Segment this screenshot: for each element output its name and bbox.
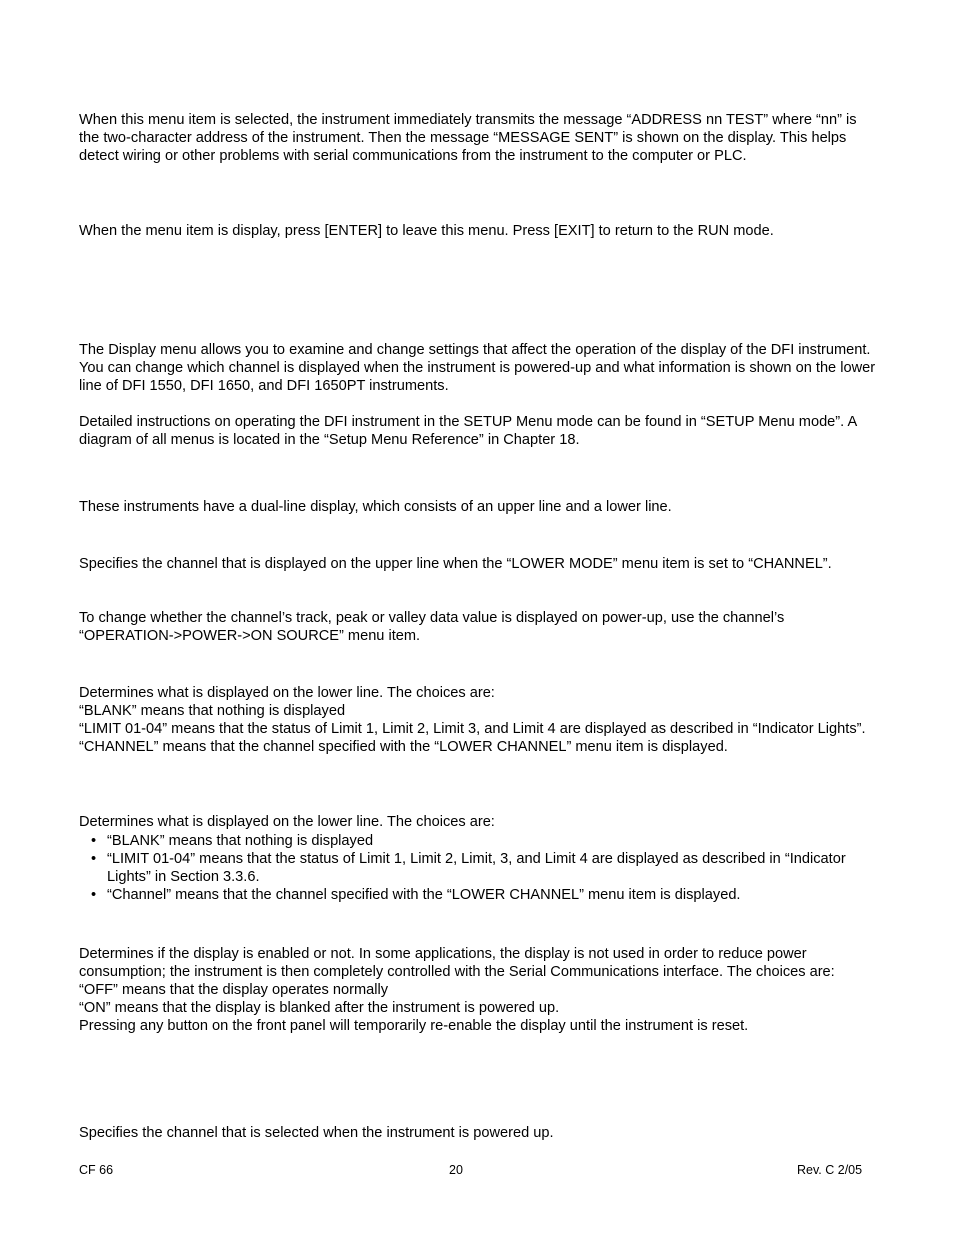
list-item: • “LIMIT 01-04” means that the status of Limit 1, Limit 2, Limit, 3, and Limit 4 are displayed as described in “Indicator Lights” in Section 3.3.6. (79, 850, 879, 886)
lower-mode-section-a (79, 684, 879, 756)
footer-document-id: CF 66 (79, 1163, 114, 1177)
paragraph: “OFF” means that the display operates normally (79, 982, 389, 998)
footer-page-number: 20 (449, 1163, 463, 1177)
paragraph: Detailed instructions on operating the DFI instrument in the SETUP Menu mode can be found in “SETUP Menu mode”. A diagram of all menus is located in the “Setup Menu Reference” in Chapter 18. (79, 414, 857, 448)
display-menu-intro (79, 341, 879, 395)
display-enable-section (79, 945, 879, 1035)
list-item: • “Channel” means that the channel specified with the “LOWER CHANNEL” menu item is displayed. (79, 886, 879, 904)
paragraph: “ON” means that the display is blanked after the instrument is powered up. (79, 1000, 560, 1016)
paragraph: Specifies the channel that is selected when the instrument is powered up. (79, 1125, 554, 1141)
paragraph: “BLANK” means that nothing is displayed (79, 703, 346, 719)
list-item: • “BLANK” means that nothing is displayed (79, 832, 879, 850)
lower-mode-choices-list (79, 832, 879, 904)
paragraph: Determines what is displayed on the lower line. The choices are: (79, 685, 495, 701)
setup-menu-reference (79, 413, 879, 449)
dual-line-description (79, 498, 879, 516)
paragraph: Pressing any button on the front panel will temporarily re-enable the display until the instrument is reset. (79, 1018, 749, 1034)
power-up-channel-description (79, 1124, 879, 1142)
paragraph: When the menu item is display, press [ENTER] to leave this menu. Press [EXIT] to return to the RUN mode. (79, 223, 774, 239)
paragraph: These instruments have a dual-line display, which consists of an upper line and a lower line. (79, 499, 672, 515)
paragraph: When this menu item is selected, the instrument immediately transmits the message “ADDRESS nn TEST” where “nn” is the two-character address of the instrument. Then the message “MESSAGE SENT” is shown on the display. This helps detect wiring or other problems with serial communications from the instrument to the computer or PLC. (79, 112, 857, 164)
exit-instructions (79, 222, 879, 240)
paragraph: The Display menu allows you to examine and change settings that affect the operation of the display of the DFI instrument. You can change which channel is displayed when the instrument is powered-up and what information is shown on the lower line of DFI 1550, DFI 1650, and DFI 1650PT instruments. (79, 342, 876, 394)
lower-mode-section-b-intro (79, 813, 879, 831)
paragraph: “LIMIT 01-04” means that the status of Limit 1, Limit 2, Limit 3, and Limit 4 are displayed as described in “Indicator Lights”. (79, 721, 866, 737)
paragraph: Determines if the display is enabled or not. In some applications, the display is not used in order to reduce power consumption; the instrument is then completely controlled with the Serial Communications interface. The choices are: (79, 946, 835, 980)
paragraph: “CHANNEL” means that the channel specified with the “LOWER CHANNEL” menu item is displayed. (79, 739, 728, 755)
paragraph: Specifies the channel that is displayed on the upper line when the “LOWER MODE” menu item is set to “CHANNEL”. (79, 556, 832, 572)
upper-channel-description (79, 555, 879, 573)
paragraph: To change whether the channel’s track, peak or valley data value is displayed on power-up, use the channel’s “OPERATION->POWER->ON SOURCE” menu item. (79, 610, 785, 644)
power-on-source-note (79, 609, 879, 645)
footer-revision: Rev. C 2/05 (797, 1163, 863, 1177)
serial-test-description (79, 111, 879, 165)
paragraph: Determines what is displayed on the lower line. The choices are: (79, 814, 495, 830)
